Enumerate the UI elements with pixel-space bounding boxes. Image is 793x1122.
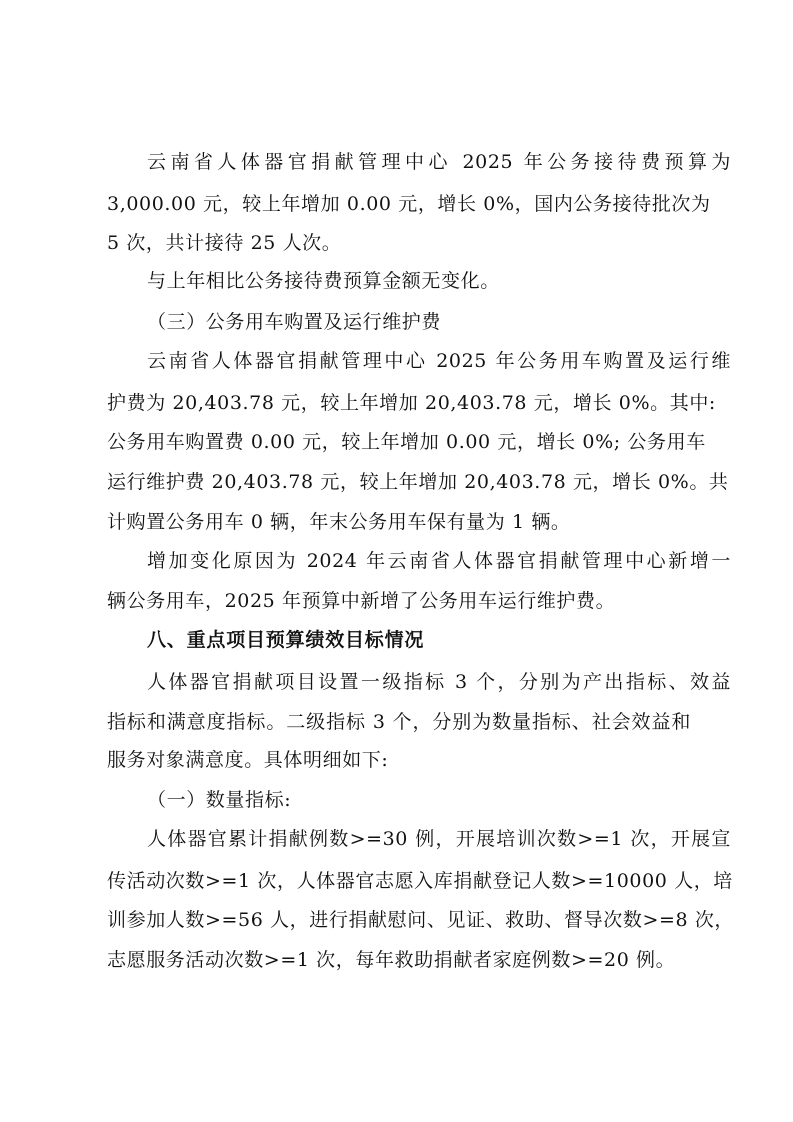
section-subheading: （一）数量指标: [147, 789, 292, 811]
paragraph-line: 传活动次数>=1 次，人体器官志愿入库捐献登记人数>=10000 人，培 [107, 870, 733, 892]
paragraph-line: 训参加人数>=56 人，进行捐献慰问、见证、救助、督导次数>=8 次， [107, 909, 735, 931]
paragraph-line: 护费为 20,403.78 元，较上年增加 20,403.78 元，增长 0%。其中: [107, 392, 716, 414]
paragraph-line: 计购置公务用车 0 辆，年末公务用车保有量为 1 辆。 [107, 511, 571, 533]
paragraph-line: 辆公务用车，2025 年预算中新增了公务用车运行维护费。 [107, 590, 616, 612]
paragraph-line: 运行维护费 20,403.78 元，较上年增加 20,403.78 元，增长 0%。共 [107, 471, 729, 493]
paragraph-line: 云南省人体器官捐献管理中心 2025 年公务接待费预算为 [147, 151, 731, 173]
paragraph-line: 公务用车购置费 0.00 元，较上年增加 0.00 元，增长 0%; 公务用车 [107, 431, 706, 453]
paragraph-line: 3,000.00 元，较上年增加 0.00 元，增长 0%，国内公务接待批次为 [107, 193, 711, 215]
paragraph-line: 指标和满意度指标。二级指标 3 个，分别为数量指标、社会效益和 [107, 711, 691, 733]
paragraph-line: 云南省人体器官捐献管理中心 2025 年公务用车购置及运行维 [147, 350, 731, 372]
paragraph-line: 人体器官累计捐献例数>=30 例，开展培训次数>=1 次，开展宣 [147, 828, 731, 850]
paragraph-line: 人体器官捐献项目设置一级指标 3 个，分别为产出指标、效益 [147, 671, 731, 693]
section-subheading: （三）公务用车购置及运行维护费 [147, 311, 442, 333]
paragraph-line: 志愿服务活动次数>=1 次，每年救助捐献者家庭例数>=20 例。 [107, 949, 676, 971]
paragraph-line: 服务对象满意度。具体明细如下: [107, 749, 389, 771]
paragraph-line: 增加变化原因为 2024 年云南省人体器官捐献管理中心新增一 [147, 550, 731, 572]
paragraph-line: 与上年相比公务接待费预算金额无变化。 [147, 270, 500, 292]
section-heading: 八、重点项目预算绩效目标情况 [147, 629, 425, 651]
paragraph-line: 5 次，共计接待 25 人次。 [107, 232, 342, 254]
